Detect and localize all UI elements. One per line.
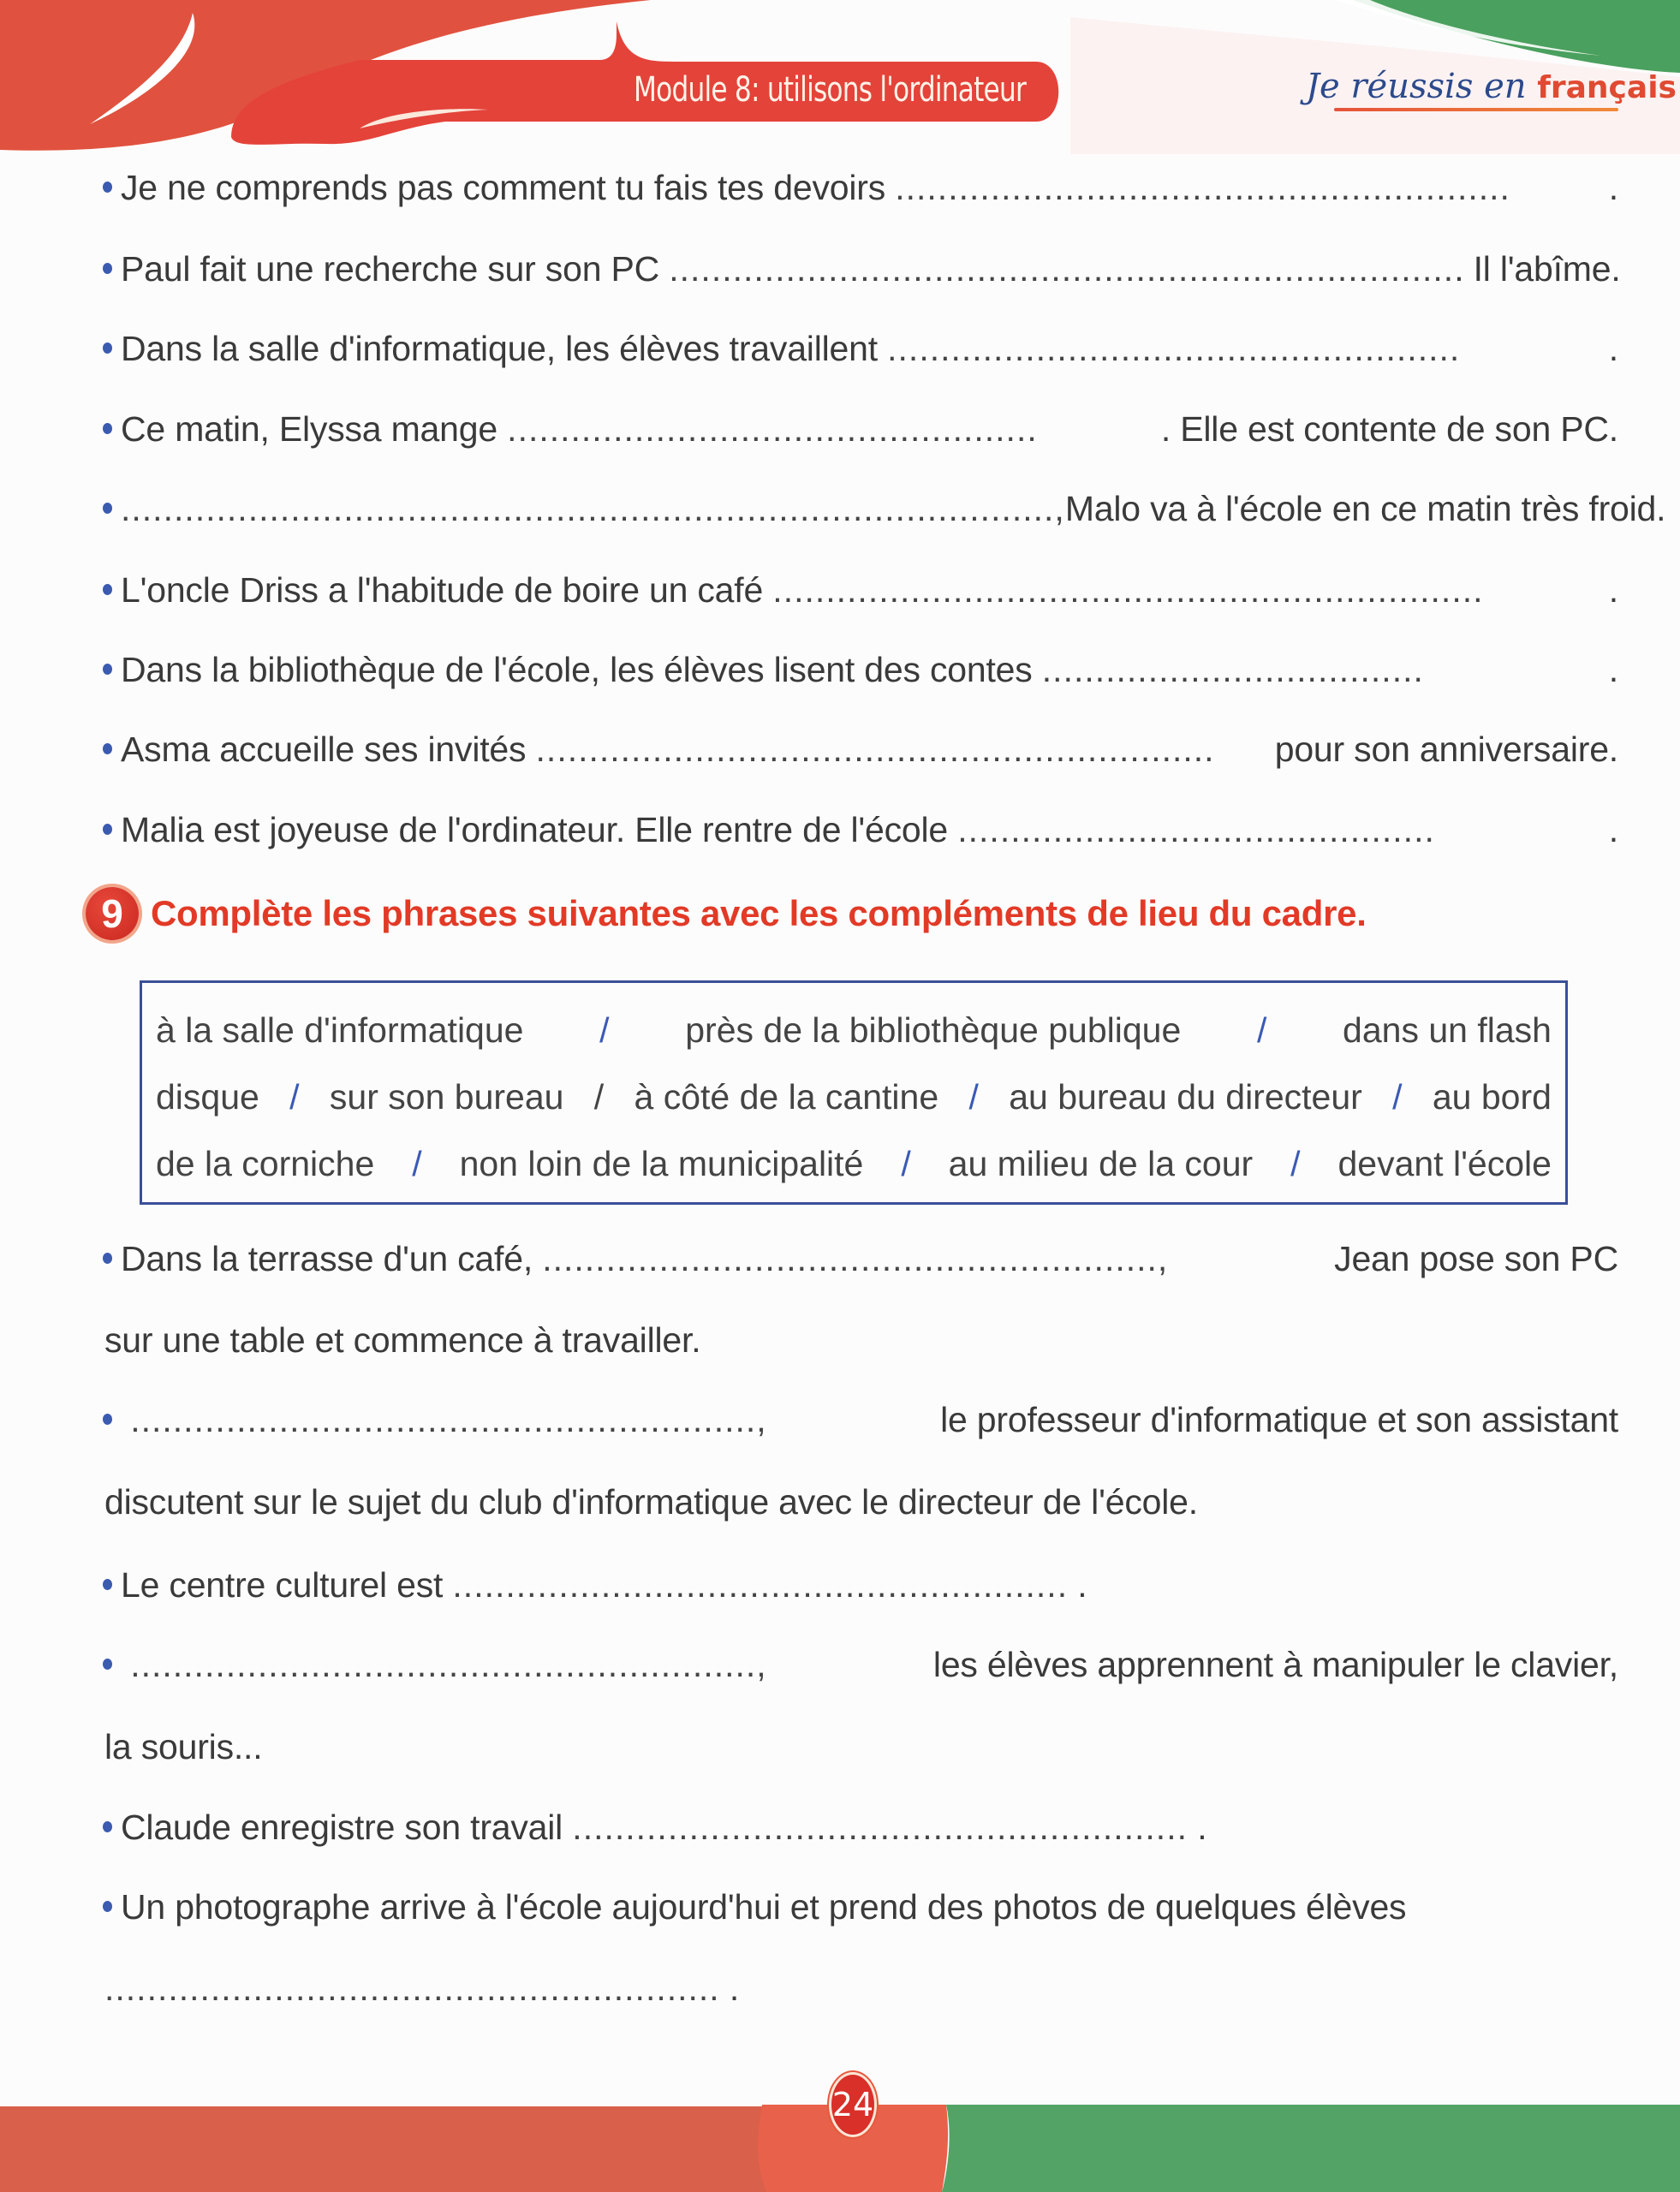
line-text: Je ne comprends pas comment tu fais tes devoirs — [121, 168, 886, 207]
footer-red-band — [0, 2106, 771, 2192]
bullet-icon — [103, 1414, 112, 1425]
exercise-line-continuation: discutent sur le sujet du club d'informatique avec le directeur de l'école. — [104, 1482, 1198, 1522]
separator-slash: / — [412, 1144, 422, 1183]
module-title: Module 8: utilisons l'ordinateur — [634, 70, 1027, 110]
bullet-icon — [103, 743, 112, 754]
blank-field[interactable]: .......................................................................... — [669, 249, 1455, 289]
footer-green-band — [942, 2105, 1680, 2192]
blank-field[interactable]: .......................................................... — [572, 1808, 1188, 1847]
line-text: Malia est joyeuse de l'ordinateur. Elle rentre de l'école — [121, 810, 949, 849]
brand-text-part1: Je réussis en — [1306, 67, 1538, 106]
bullet-icon — [103, 182, 112, 193]
exercise-line — [103, 809, 1618, 850]
line-text: L'oncle Driss a l'habitude de boire un café — [121, 570, 764, 610]
blank-field[interactable]: ............................................. — [957, 810, 1435, 849]
brand-underline — [1334, 108, 1618, 111]
word-bank-option: de la corniche — [156, 1144, 375, 1183]
line-text-end: . Il l'abîme. — [1454, 249, 1621, 289]
separator-slash: / — [1392, 1077, 1403, 1117]
exercise-line — [103, 328, 1618, 369]
word-bank-option: disque — [156, 1077, 259, 1117]
bullet-icon — [103, 263, 112, 274]
blank-field[interactable]: .................................... — [1041, 650, 1424, 689]
line-text: Ce matin, Elyssa mange — [121, 409, 497, 449]
bullet-icon — [103, 423, 112, 434]
blank-field[interactable]: ................................................................ — [535, 730, 1215, 769]
exercise-line: ..........................................................., les élèves apprennent à manipuler le clavier, — [103, 1644, 1618, 1685]
line-text-end: pour son anniversaire. — [1274, 730, 1618, 769]
word-bank-line — [156, 1063, 1552, 1130]
word-bank-option: au bureau du directeur — [1009, 1077, 1362, 1117]
instruction-text: Complète les phrases suivantes avec les compléments de lieu du cadre. — [151, 893, 1367, 933]
bullet-icon — [103, 1821, 112, 1832]
brand-text-part2: français — [1537, 70, 1677, 105]
line-text-end: . Elle est contente de son PC. — [1160, 409, 1618, 449]
separator-slash: / — [593, 1077, 605, 1117]
exercise-line — [103, 167, 1618, 208]
exercise-line: Dans la terrasse d'un café, .........................................................., Jean pose son PC — [103, 1238, 1618, 1279]
blank-field[interactable]: .......................................................... — [452, 1565, 1069, 1605]
word-bank-box — [140, 980, 1568, 1205]
line-text: Dans la salle d'informatique, les élèves travaillent — [121, 329, 878, 368]
bullet-icon — [103, 1901, 112, 1912]
word-bank-option: au bord — [1432, 1077, 1552, 1117]
line-text: Dans la bibliothèque de l'école, les élèves lisent des contes — [121, 650, 1033, 689]
exercise-line — [103, 569, 1618, 611]
word-bank-option: à la salle d'informatique — [156, 1010, 524, 1050]
bullet-icon — [103, 664, 112, 675]
line-text-end: . — [1608, 810, 1618, 849]
line-text-end: . — [1608, 329, 1618, 368]
separator-slash: / — [968, 1077, 979, 1117]
line-text-end: Malo va à l'école en ce matin très froid. — [1064, 489, 1666, 528]
word-bank-option: au milieu de la cour — [948, 1144, 1254, 1183]
exercise-line — [103, 649, 1618, 690]
separator-slash: / — [901, 1144, 911, 1183]
blank-field[interactable]: ................................................................... — [772, 570, 1484, 610]
line-text-end: . — [1608, 168, 1618, 207]
exercise-line — [103, 408, 1618, 450]
blank-field[interactable]: .................................................. — [507, 409, 1038, 449]
blank-field[interactable]: ...................................................... — [887, 329, 1461, 368]
line-text: Asma accueille ses invités — [121, 730, 527, 769]
exercise-9-instruction — [86, 887, 1367, 940]
blank-field[interactable]: ..........................................................., — [130, 1400, 767, 1439]
word-bank-option: dans un flash — [1343, 1010, 1552, 1050]
blank-field[interactable]: .......................................................... — [895, 168, 1510, 207]
separator-slash: / — [1256, 1010, 1267, 1050]
line-text-end: . — [1608, 570, 1618, 610]
blank-field[interactable]: .........................................................., — [542, 1239, 1169, 1278]
word-bank-line — [156, 997, 1552, 1063]
exercise-line — [103, 488, 1666, 529]
separator-slash: / — [1290, 1144, 1301, 1183]
word-bank-line — [156, 1130, 1552, 1197]
page-number-badge: 24 — [829, 2072, 877, 2137]
exercise-line — [103, 729, 1618, 770]
bullet-icon — [103, 342, 112, 354]
bullet-icon — [103, 503, 112, 514]
bullet-icon — [103, 1659, 112, 1670]
exercise-line-continuation: .......................................................... . — [104, 1969, 740, 2008]
word-bank-option: à côté de la cantine — [634, 1077, 939, 1117]
exercise-line: Un photographe arrive à l'école aujourd'hui et prend des photos de quelques élèves — [103, 1886, 1618, 1927]
blank-field[interactable]: ........................................................................................, — [121, 489, 1065, 528]
separator-slash: / — [599, 1010, 610, 1050]
bullet-icon — [103, 1579, 112, 1590]
exercise-line-continuation: sur une table et commence à travailler. — [104, 1320, 701, 1360]
word-bank-option: devant l'école — [1337, 1144, 1552, 1183]
exercise-line: Claude enregistre son travail .......................................................... . — [103, 1807, 1618, 1848]
blank-field[interactable]: ..........................................................., — [130, 1645, 767, 1684]
word-bank-option: près de la bibliothèque publique — [685, 1010, 1182, 1050]
separator-slash: / — [289, 1077, 300, 1117]
word-bank-option: sur son bureau — [329, 1077, 564, 1117]
exercise-line: Le centre culturel est .......................................................... . — [103, 1564, 1618, 1605]
bullet-icon — [103, 1253, 112, 1264]
exercise-number-badge: 9 — [86, 887, 139, 940]
exercise-line: ..........................................................., le professeur d'informatique et son assistant — [103, 1399, 1618, 1440]
line-text-end: . — [1608, 650, 1618, 689]
blank-field[interactable]: .......................................................... — [104, 1969, 720, 2008]
word-bank-option: non loin de la municipalité — [459, 1144, 864, 1183]
brand-logo — [1306, 67, 1677, 106]
bullet-icon — [103, 824, 112, 835]
bullet-icon — [103, 584, 112, 595]
exercise-line-continuation: la souris... — [104, 1727, 263, 1766]
exercise-line — [103, 248, 1621, 289]
line-text: Paul fait une recherche sur son PC — [121, 249, 660, 289]
